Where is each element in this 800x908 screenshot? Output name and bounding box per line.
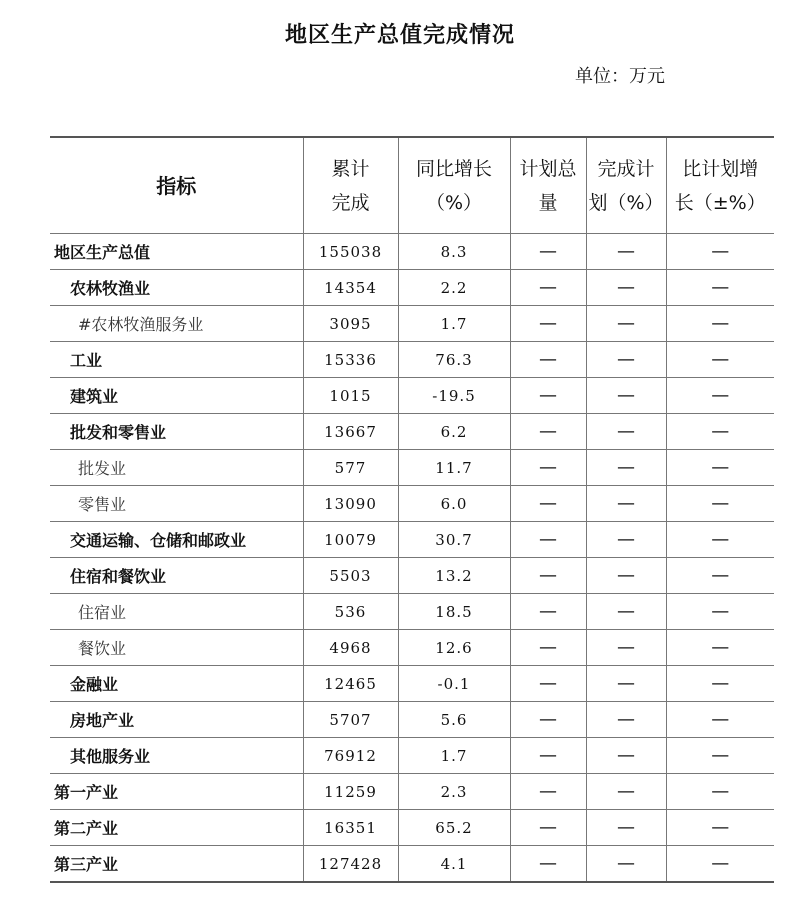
row-yoy-cell: 2.2 [398, 270, 510, 306]
row-completion-cell: — [586, 774, 666, 810]
row-cumulative-cell: 13667 [303, 414, 398, 450]
row-vs-plan-cell: — [666, 702, 774, 738]
row-plan-total-cell: — [510, 378, 586, 414]
row-completion-cell: — [586, 342, 666, 378]
row-plan-total-cell: — [510, 774, 586, 810]
header-plan-total [510, 137, 586, 234]
row-vs-plan-cell: — [666, 378, 774, 414]
table-row [50, 342, 774, 378]
row-plan-total-cell: — [510, 234, 586, 270]
row-indicator-cell: 第一产业 [50, 774, 303, 810]
row-plan-total-cell: — [510, 522, 586, 558]
row-plan-total-cell: — [510, 558, 586, 594]
row-completion-cell: — [586, 846, 666, 883]
row-completion-cell: — [586, 630, 666, 666]
row-completion-cell: — [586, 558, 666, 594]
row-yoy-cell: 5.6 [398, 702, 510, 738]
row-vs-plan-cell: — [666, 486, 774, 522]
row-plan-total-cell: — [510, 846, 586, 883]
row-completion-cell: — [586, 594, 666, 630]
header-cumulative-line2: 完成 [331, 191, 370, 214]
table-row [50, 270, 774, 306]
header-completion-line1: 完成计 [597, 157, 655, 180]
row-cumulative-cell: 76912 [303, 738, 398, 774]
row-cumulative-cell: 5707 [303, 702, 398, 738]
row-yoy-cell: 13.2 [398, 558, 510, 594]
row-cumulative-cell: 127428 [303, 846, 398, 883]
row-completion-cell: — [586, 486, 666, 522]
header-cumulative [303, 137, 398, 234]
row-vs-plan-cell: — [666, 846, 774, 883]
row-yoy-cell: 1.7 [398, 738, 510, 774]
row-yoy-cell: 30.7 [398, 522, 510, 558]
row-indicator-cell: 住宿和餐饮业 [50, 558, 303, 594]
table-row [50, 846, 774, 883]
row-completion-cell: — [586, 378, 666, 414]
row-yoy-cell: 4.1 [398, 846, 510, 883]
row-completion-cell: — [586, 450, 666, 486]
row-yoy-cell: 6.2 [398, 414, 510, 450]
table-row [50, 810, 774, 846]
table-row [50, 414, 774, 450]
row-indicator-cell: 建筑业 [50, 378, 303, 414]
row-cumulative-cell: 3095 [303, 306, 398, 342]
row-vs-plan-cell: — [666, 306, 774, 342]
row-indicator-cell: 金融业 [50, 666, 303, 702]
row-indicator-cell: 其他服务业 [50, 738, 303, 774]
header-completion [586, 137, 666, 234]
row-vs-plan-cell: — [666, 666, 774, 702]
row-plan-total-cell: — [510, 738, 586, 774]
row-vs-plan-cell: — [666, 234, 774, 270]
row-completion-cell: — [586, 414, 666, 450]
row-indicator-cell: 零售业 [50, 486, 303, 522]
row-cumulative-cell: 10079 [303, 522, 398, 558]
row-cumulative-cell: 13090 [303, 486, 398, 522]
row-yoy-cell: 8.3 [398, 234, 510, 270]
table-header-row [50, 137, 774, 234]
row-completion-cell: — [586, 522, 666, 558]
row-cumulative-cell: 15336 [303, 342, 398, 378]
row-indicator-cell: 交通运输、仓储和邮政业 [50, 522, 303, 558]
row-yoy-cell: 2.3 [398, 774, 510, 810]
row-plan-total-cell: — [510, 450, 586, 486]
header-vs-plan-line2: 长（±%） [674, 191, 766, 214]
header-vs-plan [666, 137, 774, 234]
row-indicator-cell: 地区生产总值 [50, 234, 303, 270]
row-plan-total-cell: — [510, 810, 586, 846]
row-completion-cell: — [586, 270, 666, 306]
row-indicator-cell: 工业 [50, 342, 303, 378]
header-plan-total-line1: 计划总 [519, 157, 577, 180]
row-vs-plan-cell: — [666, 342, 774, 378]
row-indicator-cell: 批发和零售业 [50, 414, 303, 450]
row-plan-total-cell: — [510, 594, 586, 630]
row-plan-total-cell: — [510, 702, 586, 738]
table-body [50, 234, 774, 883]
row-yoy-cell: 65.2 [398, 810, 510, 846]
row-indicator-cell: #农林牧渔服务业 [50, 306, 303, 342]
table-row [50, 558, 774, 594]
table-row [50, 774, 774, 810]
row-cumulative-cell: 16351 [303, 810, 398, 846]
row-plan-total-cell: — [510, 342, 586, 378]
row-yoy-cell: -0.1 [398, 666, 510, 702]
table-row [50, 630, 774, 666]
row-yoy-cell: 6.0 [398, 486, 510, 522]
row-plan-total-cell: — [510, 414, 586, 450]
row-indicator-cell: 批发业 [50, 450, 303, 486]
row-indicator-cell: 房地产业 [50, 702, 303, 738]
row-indicator-cell: 农林牧渔业 [50, 270, 303, 306]
row-indicator-cell: 餐饮业 [50, 630, 303, 666]
page-title: 地区生产总值完成情况 [284, 23, 515, 48]
row-cumulative-cell: 12465 [303, 666, 398, 702]
header-cumulative-line1: 累计 [331, 157, 370, 180]
table-row [50, 594, 774, 630]
table-row [50, 234, 774, 270]
table-row [50, 378, 774, 414]
row-yoy-cell: -19.5 [398, 378, 510, 414]
header-yoy-line1: 同比增长 [415, 157, 492, 180]
row-completion-cell: — [586, 666, 666, 702]
table-row [50, 702, 774, 738]
row-plan-total-cell: — [510, 306, 586, 342]
row-yoy-cell: 11.7 [398, 450, 510, 486]
row-completion-cell: — [586, 234, 666, 270]
row-yoy-cell: 12.6 [398, 630, 510, 666]
header-completion-line2: 划（%） [588, 191, 664, 214]
row-completion-cell: — [586, 810, 666, 846]
table-row [50, 306, 774, 342]
table-row [50, 738, 774, 774]
row-cumulative-cell: 4968 [303, 630, 398, 666]
table-row [50, 450, 774, 486]
row-completion-cell: — [586, 306, 666, 342]
row-cumulative-cell: 11259 [303, 774, 398, 810]
row-vs-plan-cell: — [666, 738, 774, 774]
row-vs-plan-cell: — [666, 594, 774, 630]
header-yoy-line2: （%） [425, 191, 483, 214]
row-yoy-cell: 18.5 [398, 594, 510, 630]
row-vs-plan-cell: — [666, 414, 774, 450]
row-cumulative-cell: 5503 [303, 558, 398, 594]
row-vs-plan-cell: — [666, 522, 774, 558]
row-plan-total-cell: — [510, 666, 586, 702]
row-indicator-cell: 住宿业 [50, 594, 303, 630]
row-yoy-cell: 76.3 [398, 342, 510, 378]
row-yoy-cell: 1.7 [398, 306, 510, 342]
row-vs-plan-cell: — [666, 774, 774, 810]
header-plan-total-line2: 量 [538, 191, 558, 214]
row-plan-total-cell: — [510, 486, 586, 522]
row-vs-plan-cell: — [666, 810, 774, 846]
row-cumulative-cell: 536 [303, 594, 398, 630]
row-indicator-cell: 第二产业 [50, 810, 303, 846]
row-plan-total-cell: — [510, 270, 586, 306]
table-row [50, 486, 774, 522]
row-indicator-cell: 第三产业 [50, 846, 303, 883]
row-vs-plan-cell: — [666, 630, 774, 666]
table-row [50, 666, 774, 702]
gdp-table [50, 136, 774, 883]
row-vs-plan-cell: — [666, 450, 774, 486]
table-row [50, 522, 774, 558]
row-cumulative-cell: 155038 [303, 234, 398, 270]
unit-label: 单位：万元 [575, 66, 665, 87]
header-vs-plan-line1: 比计划增 [682, 157, 759, 180]
row-cumulative-cell: 14354 [303, 270, 398, 306]
header-yoy [398, 137, 510, 234]
header-indicator: 指标 [50, 137, 303, 234]
row-cumulative-cell: 1015 [303, 378, 398, 414]
row-vs-plan-cell: — [666, 270, 774, 306]
row-plan-total-cell: — [510, 630, 586, 666]
row-completion-cell: — [586, 738, 666, 774]
row-vs-plan-cell: — [666, 558, 774, 594]
row-cumulative-cell: 577 [303, 450, 398, 486]
row-completion-cell: — [586, 702, 666, 738]
